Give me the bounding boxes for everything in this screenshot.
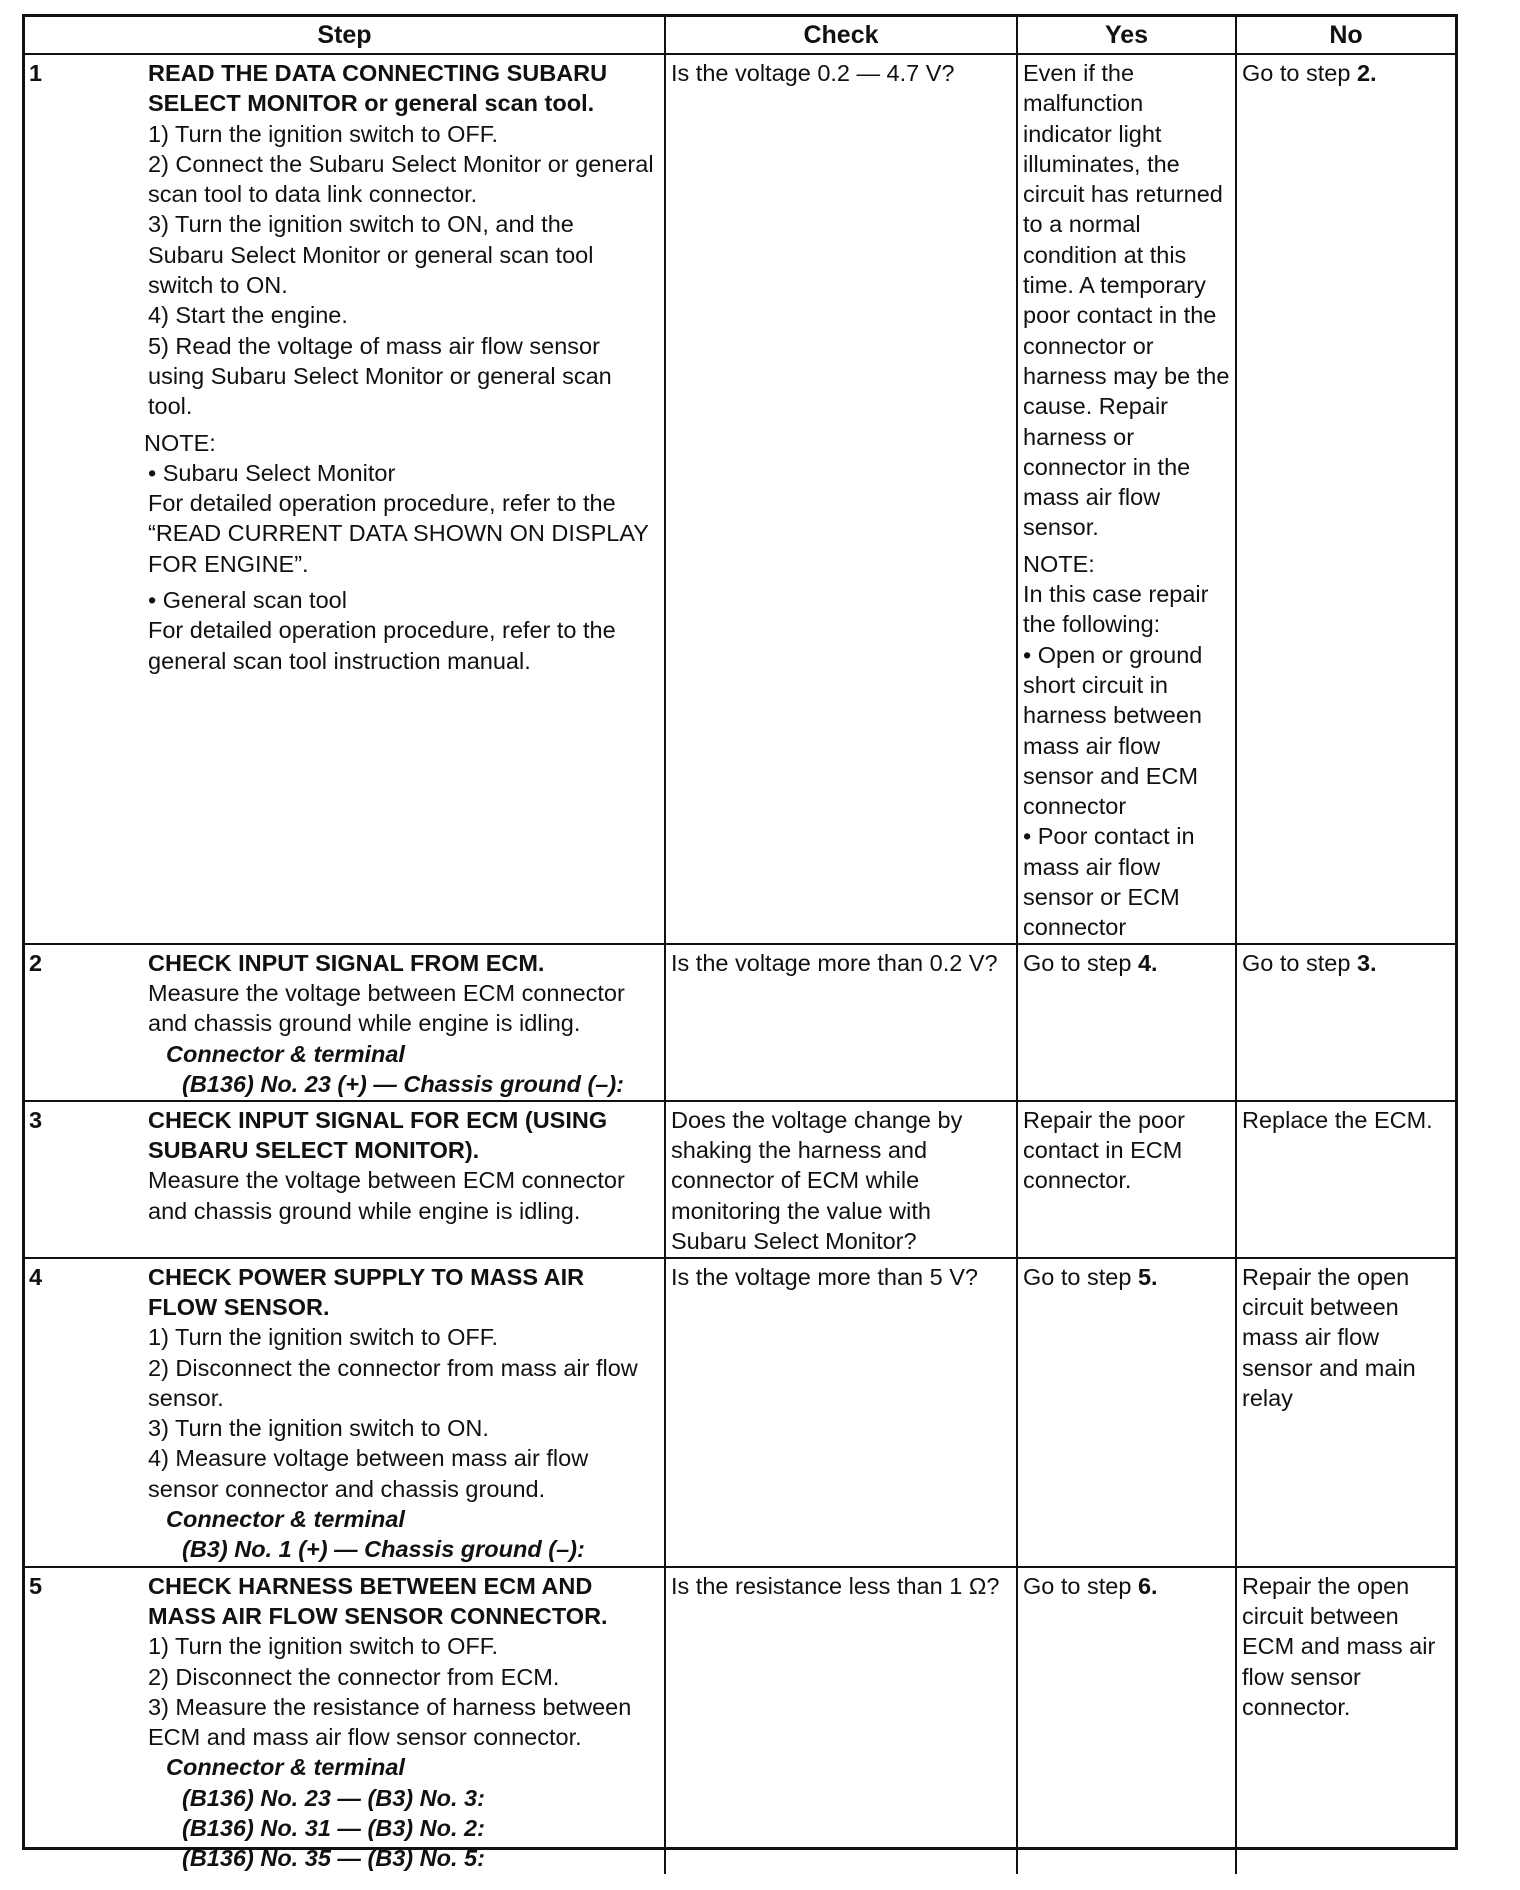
connector-title: Connector & terminal [166, 1754, 405, 1781]
header-yes: Yes [1017, 17, 1236, 54]
yes-note-text: In this case repair the following: [1023, 581, 1209, 638]
table-row [25, 1567, 1455, 1874]
check-cell: Does the voltage change by shaking the harness and connector of ECM while monitoring the value with Subaru Select Monitor? [665, 1101, 1017, 1258]
connector-line: (B136) No. 23 — (B3) No. 3: [182, 1784, 485, 1811]
yes-note-label: NOTE: [1023, 550, 1095, 577]
table-row [25, 54, 1455, 944]
step-ref: 5. [1137, 1263, 1158, 1290]
step-instruction: 1) Turn the ignition switch to OFF. [148, 1633, 499, 1660]
check-cell: Is the voltage more than 0.2 V? [665, 944, 1017, 1101]
no-cell: Repair the open circuit between ECM and mass air flow sensor connector. [1242, 1572, 1436, 1720]
header-step: Step [25, 17, 665, 54]
note-item: • General scan tool [148, 587, 347, 614]
yes-text: Go to step [1023, 1572, 1138, 1599]
step-number: 2 [29, 949, 43, 976]
yes-cell [1017, 1258, 1236, 1567]
connector-line: (B136) No. 23 (+) — Chassis ground (–): [182, 1070, 625, 1097]
step-number: 4 [29, 1263, 43, 1290]
no-cell [1236, 944, 1455, 1101]
header-row [25, 17, 1455, 54]
no-text: Go to step [1242, 60, 1357, 86]
yes-cell: Repair the poor contact in ECM connector. [1017, 1101, 1236, 1258]
step-instruction: 2) Connect the Subaru Select Monitor or general scan tool to data link connector. [148, 150, 654, 208]
yes-text: Go to step [1023, 949, 1138, 976]
step-instruction: Measure the voltage between ECM connector and chassis ground while engine is idling. [148, 979, 625, 1037]
step-instruction: Measure the voltage between ECM connector and chassis ground while engine is idling. [148, 1167, 625, 1224]
connector-title: Connector & terminal [166, 1040, 405, 1067]
step-title: CHECK INPUT SIGNAL FOR ECM (USING SUBARU SELECT MONITOR). [148, 1106, 608, 1163]
yes-text: Even if the malfunction indicator light illuminates, the circuit has returned to a normal condition at this time. A temporary poor contact in the connector or harness may be the cause. Repair harness or connector in the mass air flow sensor. [1023, 60, 1230, 541]
step-instruction: 3) Turn the ignition switch to ON, and the Subaru Select Monitor or general scan tool switch to ON. [148, 211, 594, 299]
step-instruction: 1) Turn the ignition switch to OFF. [148, 1324, 499, 1351]
step-ref: 6. [1137, 1572, 1158, 1599]
step-cell [25, 54, 665, 944]
yes-bullet: • Poor contact in mass air flow sensor or ECM connector [1023, 823, 1195, 941]
step-ref: 3. [1356, 949, 1377, 976]
yes-bullet: • Open or ground short circuit in harness between mass air flow sensor and ECM connector [1023, 641, 1203, 820]
step-ref: 2. [1356, 60, 1377, 86]
step-number: 3 [29, 1106, 43, 1133]
connector-line: (B136) No. 31 — (B3) No. 2: [182, 1814, 485, 1841]
step-cell [25, 1258, 665, 1567]
step-instruction: 3) Measure the resistance of harness between ECM and mass air flow sensor connector. [148, 1693, 632, 1751]
step-ref: 4. [1137, 949, 1158, 976]
step-number: 5 [29, 1572, 43, 1599]
no-text: Go to step [1242, 949, 1357, 976]
note-item: • Subaru Select Monitor [148, 459, 396, 486]
note-text: For detailed operation procedure, refer to the general scan tool instruction manual. [148, 617, 616, 674]
connector-title: Connector & terminal [166, 1505, 405, 1532]
note-label: NOTE: [144, 429, 216, 456]
check-cell: Is the resistance less than 1 Ω? [665, 1567, 1017, 1874]
check-cell: Is the voltage more than 5 V? [665, 1258, 1017, 1567]
step-instruction: 4) Measure voltage between mass air flow sensor connector and chassis ground. [148, 1445, 589, 1502]
procedure-table [25, 17, 1455, 1874]
no-cell: Replace the ECM. [1236, 1101, 1455, 1258]
step-title: READ THE DATA CONNECTING SUBARU SELECT MONITOR or general scan tool. [148, 60, 608, 117]
step-title: CHECK INPUT SIGNAL FROM ECM. [148, 949, 545, 976]
step-title: CHECK HARNESS BETWEEN ECM AND MASS AIR FLOW SENSOR CONNECTOR. [148, 1572, 608, 1629]
check-cell: Is the voltage 0.2 — 4.7 V? [665, 54, 1017, 944]
step-number: 1 [29, 60, 43, 86]
note-text: For detailed operation procedure, refer to the “READ CURRENT DATA SHOWN ON DISPLAY FOR ENGINE”. [148, 490, 649, 577]
yes-text: Go to step [1023, 1263, 1138, 1290]
connector-line: (B3) No. 1 (+) — Chassis ground (–): [182, 1536, 585, 1563]
step-cell [25, 1101, 665, 1258]
step-instruction: 2) Disconnect the connector from mass air flow sensor. [148, 1354, 638, 1411]
step-instruction: 5) Read the voltage of mass air flow sensor using Subaru Select Monitor or general scan tool. [148, 332, 612, 420]
step-cell [25, 944, 665, 1101]
step-cell [25, 1567, 665, 1874]
step-instruction: 2) Disconnect the connector from ECM. [148, 1663, 560, 1690]
no-cell [1236, 54, 1455, 944]
step-instruction: 1) Turn the ignition switch to OFF. [148, 120, 499, 147]
table-row [25, 944, 1455, 1101]
table-row [25, 1258, 1455, 1567]
yes-cell [1017, 54, 1236, 944]
yes-cell [1017, 1567, 1236, 1874]
yes-cell [1017, 944, 1236, 1101]
header-check: Check [665, 17, 1017, 54]
diagnostic-procedure-table [22, 14, 1458, 1872]
table-row [25, 1101, 1455, 1258]
step-instruction: 4) Start the engine. [148, 302, 348, 329]
connector-line: (B136) No. 35 — (B3) No. 5: [182, 1845, 485, 1872]
step-title: CHECK POWER SUPPLY TO MASS AIR FLOW SENSOR. [148, 1263, 585, 1320]
no-cell: Repair the open circuit between mass air flow sensor and main relay [1236, 1258, 1455, 1567]
step-instruction: 3) Turn the ignition switch to ON. [148, 1415, 489, 1442]
header-no: No [1236, 17, 1455, 54]
